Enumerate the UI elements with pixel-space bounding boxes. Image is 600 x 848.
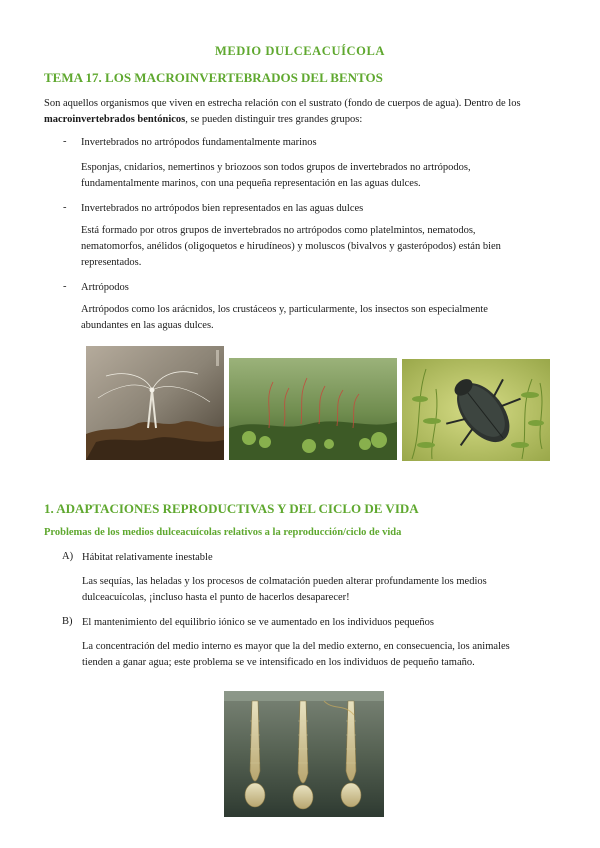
- group-3-marker: -: [63, 281, 67, 292]
- group-2-line: nematomorfos, anélidos (oligoquetos e hirudíneos) y moluscos (bivalvos y gasterópodos) están bien: [81, 241, 501, 252]
- item-a-line: dulceacuícolas, ¡incluso hasta el punto de hacerlos desaparecer!: [82, 592, 350, 603]
- intro-line-2: [44, 112, 564, 128]
- photo-mosquito-larvae: [224, 691, 384, 817]
- item-b-title: El mantenimiento del equilibrio iónico se ve aumentado en los individuos pequeños: [82, 617, 434, 628]
- item-a-text: [82, 574, 572, 606]
- group-2-text: [81, 223, 571, 271]
- photo-diving-beetle: [402, 359, 550, 461]
- intro-bold-term: macroinvertebrados bentónicos: [44, 114, 186, 125]
- group-1-line: Esponjas, cnidarios, nemertinos y briozoos son todos grupos de invertebrados no artrópodos,: [81, 162, 471, 173]
- tema-title: TEMA 17. LOS MACROINVERTEBRADOS DEL BENTOS: [44, 70, 383, 85]
- item-a-line: Las sequías, las heladas y los procesos de colmatación pueden alterar profundamente los medios: [82, 576, 487, 587]
- photo-aquatic-worms: [229, 358, 397, 460]
- group-3-line: abundantes en las aguas dulces.: [81, 320, 214, 331]
- group-3-text: [81, 302, 571, 334]
- item-b-marker: B): [62, 616, 73, 627]
- item-a-title: Hábitat relativamente inestable: [82, 552, 213, 563]
- item-b-text: [82, 639, 572, 671]
- document-title: MEDIO DULCEACUÍCOLA: [214, 44, 386, 58]
- intro-rest: , se pueden distinguir tres grandes grupos:: [185, 114, 363, 125]
- intro-paragraph: [44, 96, 564, 128]
- section-1-title: 1. ADAPTACIONES REPRODUCTIVAS Y DEL CICLO DE VIDA: [44, 501, 419, 516]
- item-b-line: tienden a ganar agua; este problema se ve intensificado en los individuos de pequeño tamaño.: [82, 657, 475, 668]
- photo-thin-invertebrate: [86, 346, 224, 460]
- group-3-line: Artrópodos como los arácnidos, los crustáceos y, particularmente, los insectos son especialmente: [81, 304, 488, 315]
- group-1-text: [81, 160, 571, 192]
- group-2-line: Está formado por otros grupos de invertebrados no artrópodos como platelmintos, nematodos,: [81, 225, 476, 236]
- group-3-title: Artrópodos: [81, 282, 129, 293]
- group-2-line: representados.: [81, 257, 142, 268]
- group-2-title: Invertebrados no artrópodos bien representados en las aguas dulces: [81, 203, 364, 214]
- group-2-marker: -: [63, 202, 67, 213]
- item-b-line: La concentración del medio interno es mayor que la del medio externo, en consecuencia, los animales: [82, 641, 510, 652]
- group-1-line: fundamentalmente marinos, con una pequeña representación en las aguas dulces.: [81, 178, 421, 189]
- section-1-subtitle: Problemas de los medios dulceacuícolas relativos a la reproducción/ciclo de vida: [44, 527, 402, 538]
- group-1-marker: -: [63, 136, 67, 147]
- item-a-marker: A): [62, 551, 74, 562]
- intro-line-1: Son aquellos organismos que viven en estrecha relación con el sustrato (fondo de cuerpos de agua). Dentro de los: [44, 98, 521, 109]
- group-1-title: Invertebrados no artrópodos fundamentalmente marinos: [81, 137, 317, 148]
